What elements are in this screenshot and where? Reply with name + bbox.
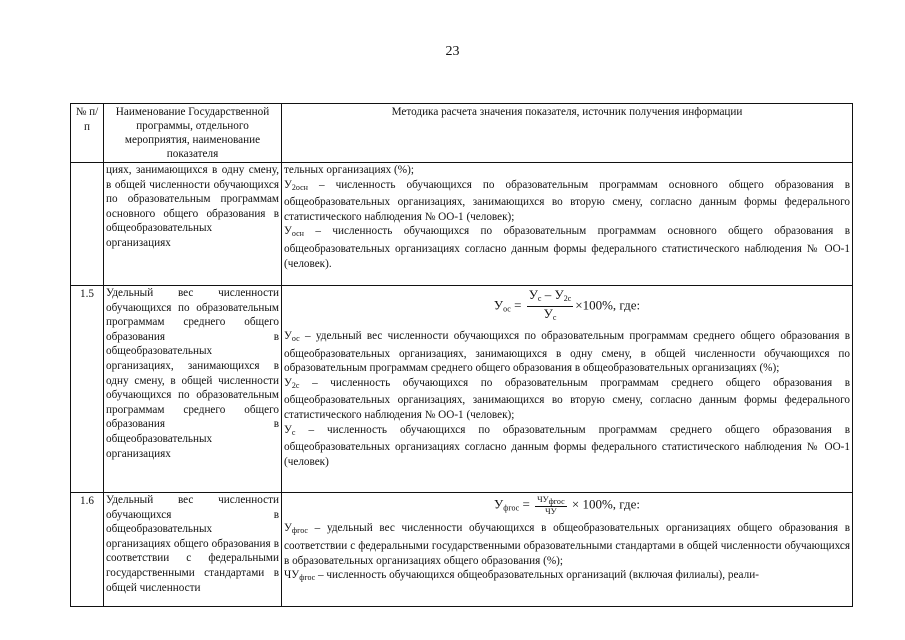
formula-fraction (527, 288, 574, 325)
row-15-num: 1.5 (71, 286, 104, 493)
header-method: Методика расчета значения показателя, источник получения информации (282, 104, 853, 163)
definition-text: – численность обучающихся общеобразовательных организаций (включая филиалы), реали- (315, 569, 759, 582)
row-15-def-3 (284, 423, 850, 470)
row-cont-method (282, 163, 853, 286)
numerator-symbol: У (528, 287, 538, 302)
definition-text: – численность обучающихся по образовательным программам основного общего образования в общеобразовательных организациях согласно данным формы федерального статистического наблюдения № ОО-1 (человек). (284, 225, 850, 270)
row-16-def-2 (284, 568, 850, 586)
numerator-subscript: фгос (548, 497, 565, 506)
header-name: Наименование Государственной программы, отдельного мероприятия, наименование показателя (104, 104, 282, 163)
definition-text: – численность обучающихся по образовательным программам среднего общего образования в общеобразовательных организациях согласно данным формы федерального статистического наблюдения № ОО-1 (человек) (284, 423, 850, 468)
symbol-subscript: фгос (299, 573, 316, 583)
numerator-minus-term: – У (541, 287, 564, 302)
numerator-symbol: ЧУ (537, 494, 549, 504)
definition-text: – численность обучающихся по образовательным программам основного общего образования в общеобразовательных организациях, занимающихся во вторую смену, согласно данным формы федерального статистического наблюдения № ОО-1 (человек); (284, 178, 850, 223)
symbol: У (284, 178, 292, 191)
formula-lhs: У (493, 297, 504, 313)
table-row-continued (71, 163, 853, 286)
symbol-subscript: осн (291, 229, 304, 239)
row-16-method (282, 493, 853, 607)
symbol-subscript: фгос (291, 526, 308, 536)
symbol-subscript: 2с (291, 380, 300, 390)
formula-tail: ×100%, где: (575, 297, 641, 313)
table-header-row (71, 104, 853, 163)
formula-lhs: У (494, 496, 504, 512)
symbol-subscript: с (291, 427, 296, 437)
numerator-subscript-2: 2с (563, 294, 572, 303)
formula-denominator: ЧУ (545, 506, 557, 516)
definition-text: – удельный вес численности обучающихся в общеобразовательных организациях общего образования в соответствии с федеральными государственными образовательными стандартами в общей численности обучающихся в образовательных организациях общего образования (%); (284, 522, 850, 567)
row-cont-num (71, 163, 104, 286)
table-row-1-6 (71, 493, 853, 607)
row-16-num: 1.6 (71, 493, 104, 607)
formula-lhs-subscript: ос (503, 304, 511, 314)
denominator-subscript: с (552, 313, 557, 322)
row-15-name: Удельный вес численности обучающихся по образовательным программам среднего общего образования в общеобразовательных организациях, занимающихся в одну смену, в общей численности обучающихся по образовательным программам среднего общего образования в общеобразовательных организациях (104, 286, 282, 493)
symbol: У (284, 423, 292, 436)
formula-numerator (527, 288, 574, 307)
formula-lhs-subscript: фгос (503, 503, 520, 513)
row-cont-name: циях, занимающихся в одну смену, в общей численности обучающихся по образовательным программам основного общего образования в общеобразовательных организациях (104, 163, 282, 286)
denominator-symbol: У (543, 306, 553, 321)
formula-tail: × 100%, где: (571, 496, 640, 512)
symbol: У (284, 376, 292, 389)
page-number: 23 (445, 44, 460, 59)
indicator-table (70, 103, 853, 607)
row-15-def-1 (284, 329, 850, 376)
definition-text: – численность обучающихся по образовательным программам среднего общего образования в общеобразовательных организациях, занимающихся во вторую смену, согласно данным формы федерального статистического наблюдения № ОО-1 (человек); (284, 376, 850, 421)
row-16-formula: $У_{фгос}$ = $\frac{\text{ЧУфгос}}{ЧУ}$ × 100%, где: (494, 494, 640, 516)
row-15-formula: $У_{ос}$ = $\frac{У_с - У_{2с}}{У_с}$ ×100%, где: (284, 288, 850, 325)
formula-denominator (527, 307, 574, 325)
row-cont-line1: тельных организациях (%); (284, 164, 414, 176)
numerator-subscript: с (537, 294, 542, 303)
row-15-method (282, 286, 853, 493)
symbol-subscript: ос (291, 334, 300, 343)
symbol: У (284, 225, 292, 238)
symbol-subscript: 2осн (291, 182, 308, 192)
symbol: У (284, 522, 292, 535)
row-cont-def-1 (284, 178, 850, 225)
row-16-name: Удельный вес численности обучающихся в общеобразовательных организациях общего образования в соответствии с федеральными государственными стандартами в общей численности (104, 493, 282, 607)
row-15-def-2 (284, 376, 850, 423)
symbol: ЧУ (284, 569, 300, 582)
row-cont-def-2 (284, 224, 850, 271)
table-row-1-5 (71, 286, 853, 493)
formula-fraction (535, 495, 567, 516)
symbol: У (284, 330, 292, 342)
header-num: № п/п (71, 104, 104, 163)
definition-text: – удельный вес численности обучающихся по образовательным программам среднего общего образования в общеобразовательных организациях, занимающихся в одну смену, в общей численности обучающихся по образовательным программам среднего общего образования в общеобразовательных организациях (%); (284, 330, 850, 375)
row-16-def-1 (284, 521, 850, 568)
